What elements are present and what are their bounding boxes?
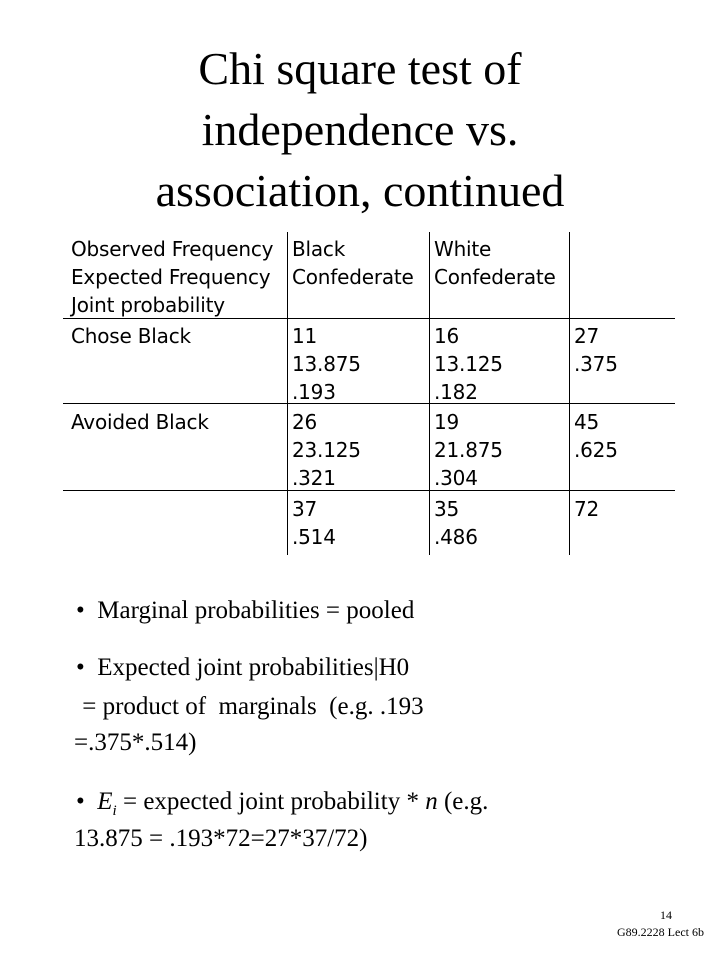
joint-prob-value: .182 xyxy=(434,380,478,404)
title-line-2: independence vs. xyxy=(201,104,519,155)
header-col1-line1: Black xyxy=(292,237,346,261)
cell-avoided-black-white xyxy=(434,408,503,492)
bullet-3-end: (e.g. xyxy=(437,788,489,815)
symbol-n: n xyxy=(425,788,438,815)
header-row-label xyxy=(71,235,273,319)
bullet-1-text: Marginal probabilities = pooled xyxy=(97,597,415,624)
cell-avoided-black-total xyxy=(574,408,618,464)
header-col1-line2: Confederate xyxy=(292,265,414,289)
grand-total: 72 xyxy=(574,497,600,521)
row-label-chose-black: Chose Black xyxy=(71,324,191,348)
column-total: 37 xyxy=(292,497,318,521)
symbol-i-subscript: i xyxy=(112,803,117,819)
bullet-3 xyxy=(76,788,488,820)
row-marginal: .625 xyxy=(574,438,618,462)
expected-value: 13.875 xyxy=(292,352,361,376)
bullet-marker: • xyxy=(76,597,85,624)
header-col2-line2: Confederate xyxy=(434,265,556,289)
bullet-3-line-2: 13.875 = .193*72=27*37/72) xyxy=(74,825,368,852)
bullet-marker: • xyxy=(76,788,85,815)
row-total: 27 xyxy=(574,324,600,348)
observed-value: 26 xyxy=(292,410,318,434)
table-vline-3 xyxy=(569,232,570,555)
column-marginal: .514 xyxy=(292,525,336,549)
bullet-marker: • xyxy=(76,654,85,681)
bullet-2-line-1: Expected joint probabilities|H0 xyxy=(97,654,410,681)
page-number: 14 xyxy=(660,908,672,922)
table-hline-3 xyxy=(63,490,675,491)
cell-chose-black-total xyxy=(574,322,618,378)
table-vline-2 xyxy=(429,232,430,555)
course-code: G89.2228 Lect 6b xyxy=(617,925,704,939)
table-vline-1 xyxy=(287,232,288,555)
row-marginal: .375 xyxy=(574,352,618,376)
symbol-e: E xyxy=(97,788,113,815)
joint-prob-value: .304 xyxy=(434,466,478,490)
cell-avoided-black-black xyxy=(292,408,361,492)
title-line-1: Chi square test of xyxy=(198,43,522,94)
header-black-confederate xyxy=(292,235,414,291)
bullet-2-line-2: = product of marginals (e.g. .193 xyxy=(76,693,424,720)
header-white-confederate xyxy=(434,235,556,291)
title-line-3: association, continued xyxy=(155,165,565,216)
bullet-1 xyxy=(76,597,414,625)
column-marginal: .486 xyxy=(434,525,478,549)
header-observed: Observed Frequency xyxy=(71,237,274,261)
bullet-3-text: = expected joint probability * xyxy=(116,788,426,815)
column-total-white xyxy=(434,495,478,551)
row-total: 45 xyxy=(574,410,600,434)
expected-value: 13.125 xyxy=(434,352,503,376)
observed-value: 16 xyxy=(434,324,460,348)
column-total: 35 xyxy=(434,497,460,521)
cell-chose-black-white xyxy=(434,322,503,406)
joint-prob-value: .321 xyxy=(292,466,336,490)
header-expected: Expected Frequency xyxy=(71,265,271,289)
header-col2-line1: White xyxy=(434,237,492,261)
observed-value: 19 xyxy=(434,410,460,434)
column-total-black xyxy=(292,495,336,551)
expected-value: 21.875 xyxy=(434,438,503,462)
expected-value: 23.125 xyxy=(292,438,361,462)
table-hline-2 xyxy=(63,403,675,404)
row-label-avoided-black: Avoided Black xyxy=(71,410,209,434)
bullet-2-line-3: =.375*.514) xyxy=(74,729,197,756)
cell-chose-black-black xyxy=(292,322,361,406)
joint-prob-value: .193 xyxy=(292,380,336,404)
observed-value: 11 xyxy=(292,324,318,348)
header-joint: Joint probability xyxy=(71,293,225,317)
bullet-2 xyxy=(76,654,409,682)
